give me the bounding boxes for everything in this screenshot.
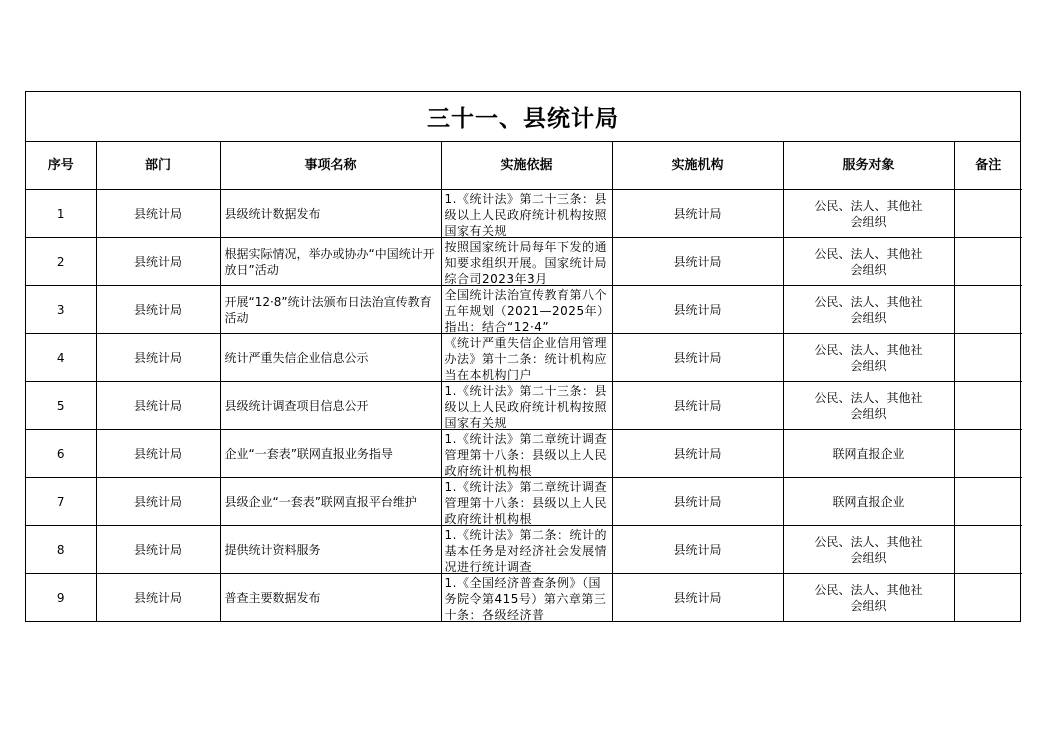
cell-agency: 县统计局 — [612, 238, 783, 286]
cell-note — [954, 382, 1022, 430]
cell-agency: 县统计局 — [612, 286, 783, 334]
cell-basis: 1.《统计法》第二条：统计的基本任务是对经济社会发展情况进行统计调查 — [444, 527, 608, 573]
cell-item: 开展“12·8”统计法颁布日法治宣传教育活动 — [220, 286, 441, 334]
cell-no: 8 — [26, 526, 96, 574]
header-row — [26, 142, 1022, 190]
table-row — [26, 526, 1022, 574]
header-target: 服务对象 — [783, 142, 954, 190]
cell-basis: 1.《统计法》第二十三条：县级以上人民政府统计机构按照国家有关规 — [444, 383, 608, 429]
cell-target: 公民、法人、其他社会组织 — [783, 190, 954, 238]
cell-dept: 县统计局 — [96, 190, 220, 238]
cell-note — [954, 238, 1022, 286]
cell-agency: 县统计局 — [612, 430, 783, 478]
cell-no: 1 — [26, 190, 96, 238]
cell-no: 9 — [26, 574, 96, 622]
header-agency: 实施机构 — [612, 142, 783, 190]
cell-no: 6 — [26, 430, 96, 478]
cell-agency: 县统计局 — [612, 334, 783, 382]
cell-no: 3 — [26, 286, 96, 334]
cell-item: 统计严重失信企业信息公示 — [220, 334, 441, 382]
cell-note — [954, 478, 1022, 526]
table-row — [26, 334, 1022, 382]
cell-basis: 按照国家统计局每年下发的通知要求组织开展。国家统计局综合司2023年3月 — [444, 239, 608, 285]
cell-note — [954, 334, 1022, 382]
cell-basis: 1.《统计法》第二章统计调查管理第十八条：县级以上人民政府统计机构根 — [444, 431, 608, 477]
table-row — [26, 382, 1022, 430]
cell-dept: 县统计局 — [96, 574, 220, 622]
cell-target: 联网直报企业 — [783, 478, 954, 526]
cell-target: 公民、法人、其他社会组织 — [783, 574, 954, 622]
cell-no: 5 — [26, 382, 96, 430]
table-row — [26, 238, 1022, 286]
cell-target: 公民、法人、其他社会组织 — [783, 382, 954, 430]
cell-dept: 县统计局 — [96, 430, 220, 478]
cell-agency: 县统计局 — [612, 574, 783, 622]
cell-no: 7 — [26, 478, 96, 526]
cell-agency: 县统计局 — [612, 382, 783, 430]
cell-target: 联网直报企业 — [783, 430, 954, 478]
cell-note — [954, 190, 1022, 238]
cell-note — [954, 430, 1022, 478]
page-title: 三十一、县统计局 — [26, 92, 1020, 142]
cell-no: 4 — [26, 334, 96, 382]
cell-no: 2 — [26, 238, 96, 286]
cell-dept: 县统计局 — [96, 526, 220, 574]
cell-target: 公民、法人、其他社会组织 — [783, 526, 954, 574]
cell-dept: 县统计局 — [96, 478, 220, 526]
cell-basis: 1.《全国经济普查条例》（国务院令第415号）第六章第三十条：各级经济普 — [444, 575, 607, 621]
cell-basis: 1.《统计法》第二十三条：县级以上人民政府统计机构按照国家有关规 — [444, 191, 608, 237]
cell-item: 企业“一套表”联网直报业务指导 — [220, 430, 441, 478]
header-note: 备注 — [954, 142, 1022, 190]
cell-basis: 全国统计法治宣传教育第八个五年规划（2021—2025年）指出：结合“12·4” — [444, 287, 608, 333]
header-item: 事项名称 — [220, 142, 441, 190]
cell-dept: 县统计局 — [96, 286, 220, 334]
header-no: 序号 — [26, 142, 96, 190]
cell-agency: 县统计局 — [612, 190, 783, 238]
table-row — [26, 478, 1022, 526]
cell-agency: 县统计局 — [612, 526, 783, 574]
cell-note — [954, 286, 1022, 334]
cell-dept: 县统计局 — [96, 334, 220, 382]
table-row — [26, 190, 1022, 238]
cell-item: 根据实际情况，举办或协办“中国统计开放日”活动 — [220, 238, 441, 286]
cell-basis: 1.《统计法》第二章统计调查管理第十八条：县级以上人民政府统计机构根 — [444, 479, 608, 525]
cell-item: 县级统计数据发布 — [220, 190, 441, 238]
service-table — [26, 142, 1022, 621]
cell-basis: 《统计严重失信企业信用管理办法》第十二条：统计机构应当在本机构门户 — [444, 335, 608, 381]
cell-target: 公民、法人、其他社会组织 — [783, 286, 954, 334]
cell-dept: 县统计局 — [96, 382, 220, 430]
table-row — [26, 286, 1022, 334]
header-basis: 实施依据 — [441, 142, 612, 190]
cell-dept: 县统计局 — [96, 238, 220, 286]
cell-item: 普查主要数据发布 — [220, 574, 441, 622]
cell-agency: 县统计局 — [612, 478, 783, 526]
cell-item: 县级统计调查项目信息公开 — [220, 382, 441, 430]
cell-note — [954, 574, 1022, 622]
cell-target: 公民、法人、其他社会组织 — [783, 238, 954, 286]
cell-item: 提供统计资料服务 — [220, 526, 441, 574]
service-list-sheet — [25, 91, 1021, 622]
cell-note — [954, 526, 1022, 574]
header-dept: 部门 — [96, 142, 220, 190]
table-row — [26, 430, 1022, 478]
table-row — [26, 574, 1022, 622]
cell-item: 县级企业“一套表”联网直报平台维护 — [220, 478, 441, 526]
cell-target: 公民、法人、其他社会组织 — [783, 334, 954, 382]
